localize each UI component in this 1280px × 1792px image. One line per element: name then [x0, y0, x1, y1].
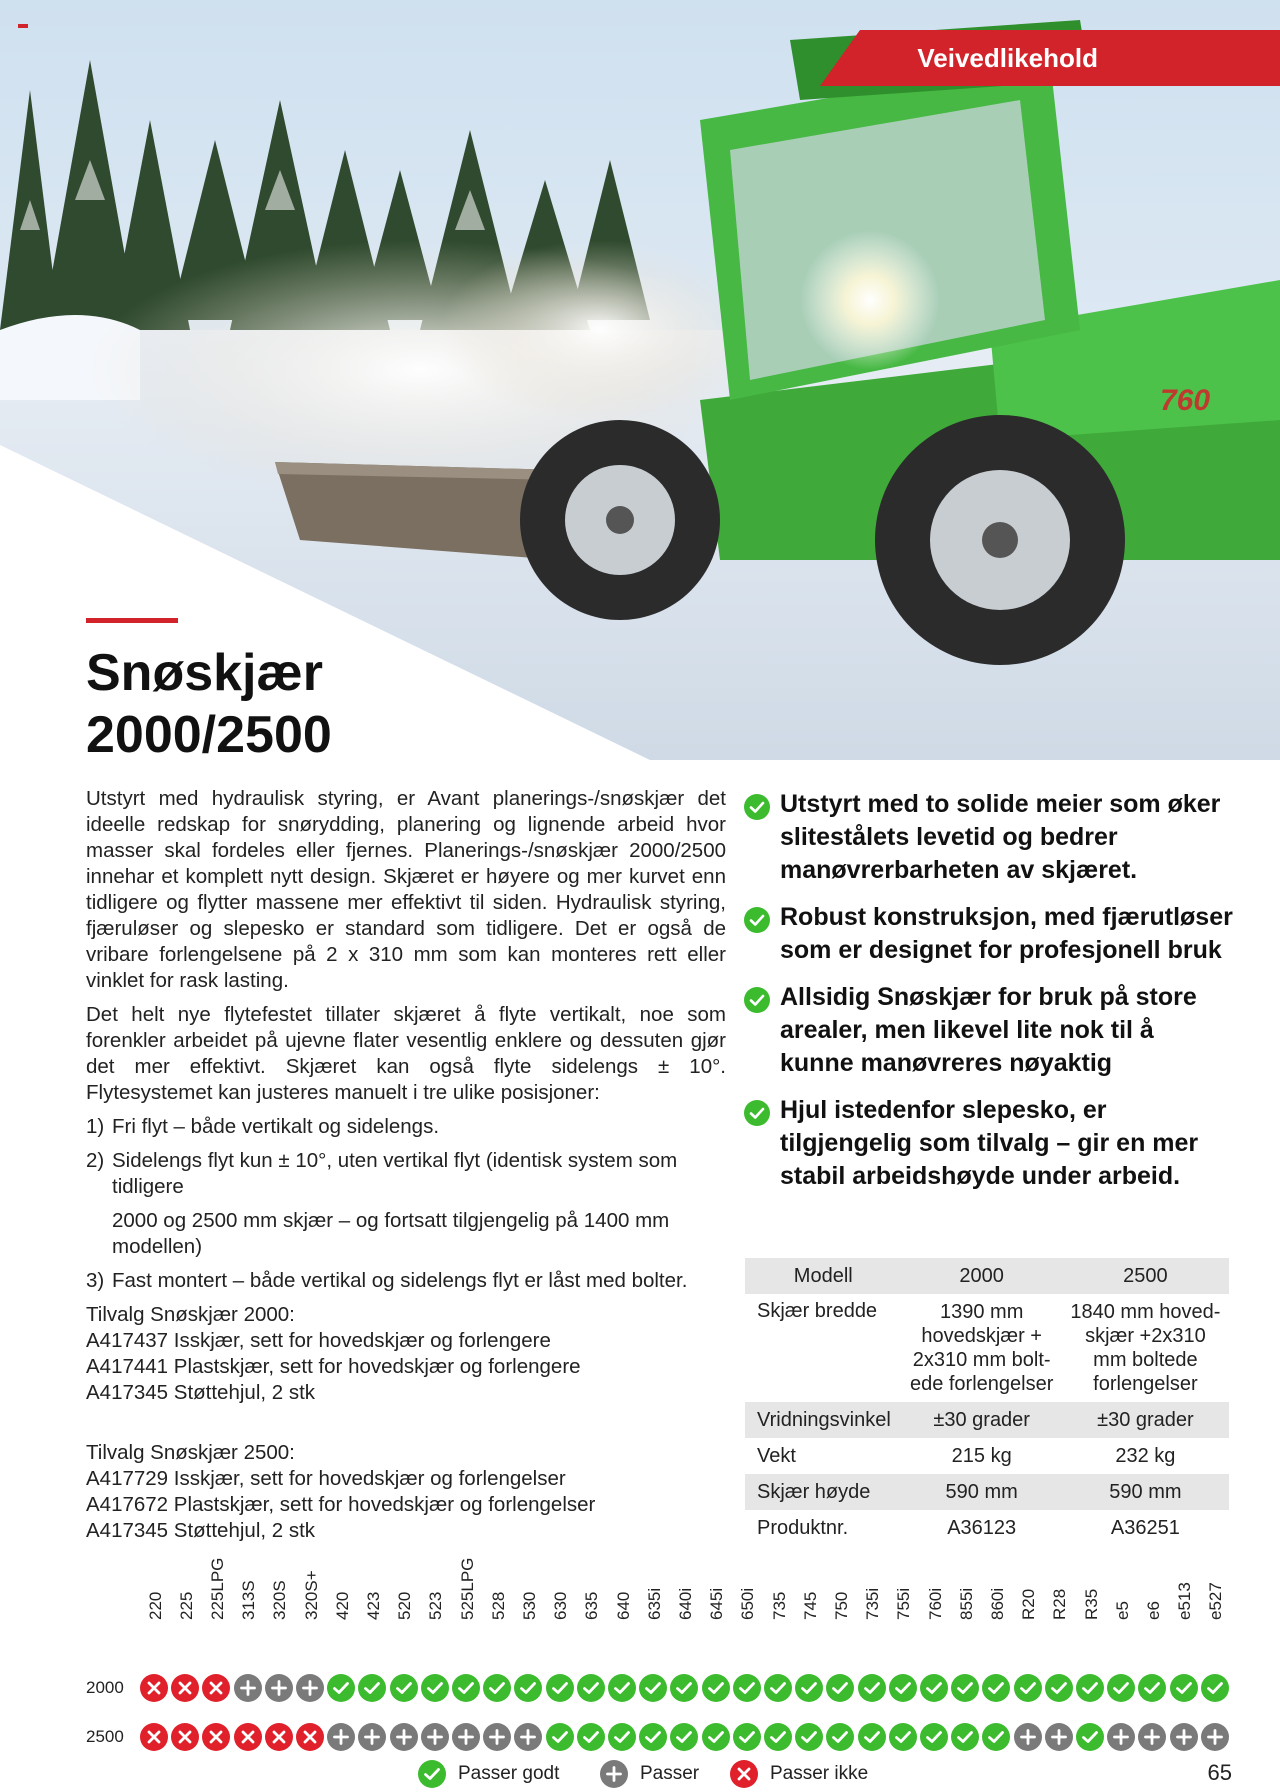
model-label-text: 423	[363, 1591, 383, 1620]
option-item: A417437 Isskjær, sett for hovedskjær og forlengere	[86, 1329, 551, 1352]
options-heading: Tilvalg Snøskjær 2500:	[86, 1441, 295, 1464]
feature-item	[744, 1094, 1234, 1193]
model-label-text: 523	[426, 1591, 446, 1620]
model-label-text: 225LPG	[207, 1557, 227, 1620]
model-label	[202, 1557, 233, 1640]
model-label-text: 320S+	[301, 1570, 321, 1620]
check-circle-icon	[889, 1723, 917, 1751]
check-circle-icon	[1138, 1674, 1166, 1702]
model-label-text: 750	[831, 1591, 851, 1620]
check-circle-icon	[418, 1760, 446, 1788]
check-circle-icon	[889, 1674, 917, 1702]
check-circle-icon	[702, 1723, 730, 1751]
model-label-text: 313S	[239, 1580, 259, 1620]
model-label-text: 220	[145, 1591, 165, 1620]
check-circle-icon	[1170, 1674, 1198, 1702]
plus-circle-icon	[327, 1723, 355, 1751]
model-label	[889, 1576, 920, 1640]
list-text: 2000 og 2500 mm skjær – og fortsatt tilgjengelig på 1400 mm modellen)	[112, 1209, 670, 1258]
row-label: Skjær bredde	[757, 1300, 878, 1322]
model-label	[265, 1576, 296, 1640]
model-label	[483, 1576, 514, 1640]
legend-item-no	[730, 1760, 868, 1788]
model-label	[452, 1557, 483, 1640]
check-circle-icon	[920, 1674, 948, 1702]
model-label	[670, 1576, 701, 1640]
table-header-row	[745, 1258, 1229, 1294]
model-label	[1138, 1576, 1169, 1640]
cell-line: skjær +2x310	[1085, 1325, 1206, 1347]
cell-line: forlengelser	[1093, 1373, 1198, 1395]
model-label-text: 640i	[675, 1587, 695, 1620]
plus-circle-icon	[514, 1723, 542, 1751]
model-label	[764, 1576, 795, 1640]
check-circle-icon	[951, 1723, 979, 1751]
svg-text:760: 760	[1160, 384, 1211, 417]
check-circle-icon	[795, 1723, 823, 1751]
model-label-text: R20	[1019, 1588, 1039, 1620]
feature-text: Robust konstruksjon, med fjærutløser som er designet for profesjonell bruk	[780, 903, 1233, 964]
cross-circle-icon	[202, 1674, 230, 1702]
check-circle-icon	[1076, 1723, 1104, 1751]
model-label	[702, 1576, 733, 1640]
plus-circle-icon	[358, 1723, 386, 1751]
check-circle-icon	[670, 1674, 698, 1702]
list-number	[86, 1208, 112, 1260]
list-number: 1)	[86, 1115, 105, 1138]
list-item	[86, 1268, 726, 1294]
cross-circle-icon	[140, 1723, 168, 1751]
cross-circle-icon	[140, 1674, 168, 1702]
check-circle-icon	[702, 1674, 730, 1702]
check-circle-icon	[608, 1674, 636, 1702]
check-circle-icon	[920, 1723, 948, 1751]
cross-circle-icon	[730, 1760, 758, 1788]
plus-circle-icon	[265, 1674, 293, 1702]
check-circle-icon	[733, 1723, 761, 1751]
row-label: Skjær høyde	[757, 1480, 871, 1503]
row-label: Produktnr.	[757, 1516, 849, 1539]
model-label-text: 635	[582, 1591, 602, 1620]
page-title	[86, 642, 332, 766]
table-row	[745, 1510, 1229, 1546]
model-label	[140, 1576, 171, 1640]
cross-circle-icon	[202, 1723, 230, 1751]
check-circle-icon	[483, 1674, 511, 1702]
check-circle-icon	[744, 794, 770, 820]
feature-list	[744, 788, 1234, 1207]
model-label	[171, 1576, 202, 1640]
model-label-text: 860i	[987, 1587, 1007, 1620]
check-circle-icon	[858, 1723, 886, 1751]
legend-label: Passer godt	[458, 1763, 560, 1784]
title-line-2: 2000/2500	[86, 706, 332, 764]
model-label-text: 735	[769, 1591, 789, 1620]
model-label-text: 760i	[925, 1587, 945, 1620]
list-text: Sidelengs flyt kun ± 10°, uten vertikal flyt (identisk system som tidligere	[112, 1149, 678, 1198]
feature-item	[744, 901, 1234, 967]
cell-2000: A36123	[947, 1517, 1017, 1539]
model-label	[577, 1576, 608, 1640]
cell-line: 1840 mm hoved-	[1070, 1301, 1221, 1323]
feature-item	[744, 788, 1234, 887]
model-label-text: 630	[551, 1591, 571, 1620]
table-header: 2500	[1123, 1264, 1168, 1287]
table-row	[745, 1402, 1229, 1438]
options-heading: Tilvalg Snøskjær 2000:	[86, 1303, 295, 1326]
check-circle-icon	[744, 987, 770, 1013]
check-circle-icon	[795, 1674, 823, 1702]
body-text	[86, 786, 726, 1544]
legend-item-ok	[418, 1760, 559, 1788]
model-label	[514, 1576, 545, 1640]
model-label	[546, 1576, 577, 1640]
option-item: A417345 Støttehjul, 2 stk	[86, 1519, 316, 1542]
model-label	[858, 1576, 889, 1640]
cell-line: mm boltede	[1093, 1349, 1198, 1371]
check-circle-icon	[577, 1674, 605, 1702]
model-label	[327, 1576, 358, 1640]
cell-2500: 232 kg	[1115, 1445, 1176, 1467]
cell-2500: 590 mm	[1109, 1481, 1182, 1503]
model-label	[1107, 1576, 1138, 1640]
cell-2500	[1062, 1294, 1229, 1402]
cross-circle-icon	[171, 1674, 199, 1702]
table-header: Modell	[793, 1264, 853, 1287]
check-circle-icon	[764, 1674, 792, 1702]
plus-circle-icon	[1107, 1723, 1135, 1751]
model-label-text: e527	[1206, 1582, 1226, 1620]
option-item: A417729 Isskjær, sett for hovedskjær og forlengelser	[86, 1467, 566, 1490]
check-circle-icon	[421, 1674, 449, 1702]
model-label-text: e5	[1112, 1601, 1132, 1620]
model-label	[826, 1576, 857, 1640]
check-circle-icon	[744, 907, 770, 933]
plus-circle-icon	[234, 1674, 262, 1702]
model-label	[951, 1576, 982, 1640]
option-item: A417345 Støttehjul, 2 stk	[86, 1381, 316, 1404]
list-item	[86, 1148, 726, 1200]
check-circle-icon	[1045, 1674, 1073, 1702]
options-2500	[86, 1440, 726, 1544]
cell-line: hovedskjær +	[921, 1325, 1042, 1347]
cell-2500: ±30 grader	[1097, 1409, 1194, 1431]
page-number: 65	[1207, 1760, 1232, 1785]
cell-line: 2x310 mm bolt-	[912, 1349, 1051, 1371]
banner-label: Veivedlikehold	[917, 43, 1098, 73]
table-header: 2000	[959, 1264, 1004, 1287]
model-label-text: 528	[488, 1591, 508, 1620]
table-row	[745, 1294, 1229, 1402]
model-label-text: R35	[1081, 1588, 1101, 1620]
model-label-text: e6	[1143, 1601, 1163, 1620]
check-circle-icon	[1107, 1674, 1135, 1702]
plus-circle-icon	[1170, 1723, 1198, 1751]
cross-circle-icon	[296, 1723, 324, 1751]
model-label-text: 530	[519, 1591, 539, 1620]
model-label-text: 640	[613, 1591, 633, 1620]
check-circle-icon	[327, 1674, 355, 1702]
model-label-text: 645i	[707, 1587, 727, 1620]
plus-circle-icon	[296, 1674, 324, 1702]
model-label-text: 855i	[956, 1587, 976, 1620]
check-circle-icon	[1014, 1674, 1042, 1702]
model-label-text: e513	[1175, 1582, 1195, 1620]
check-circle-icon	[733, 1674, 761, 1702]
model-label	[795, 1576, 826, 1640]
compat-row-label: 2000	[86, 1678, 124, 1697]
plus-circle-icon	[390, 1723, 418, 1751]
table-row	[745, 1438, 1229, 1474]
model-label-text: 650i	[738, 1587, 758, 1620]
model-label	[639, 1576, 670, 1640]
model-label	[1201, 1576, 1232, 1640]
check-circle-icon	[546, 1674, 574, 1702]
list-number: 2)	[86, 1149, 105, 1172]
model-label-text: 525LPG	[457, 1557, 477, 1620]
model-label-text: R28	[1050, 1588, 1070, 1620]
cross-circle-icon	[171, 1723, 199, 1751]
spec-table	[745, 1258, 1229, 1546]
plus-circle-icon	[421, 1723, 449, 1751]
model-label	[390, 1576, 421, 1640]
check-circle-icon	[514, 1674, 542, 1702]
table-row	[745, 1474, 1229, 1510]
list-number: 3)	[86, 1269, 105, 1292]
check-circle-icon	[670, 1723, 698, 1751]
list-text: Fast montert – både vertikal og sidelengs flyt er låst med bolter.	[112, 1269, 688, 1292]
cell-2500: A36251	[1110, 1517, 1180, 1539]
model-label	[234, 1576, 265, 1640]
check-circle-icon	[982, 1674, 1010, 1702]
check-circle-icon	[951, 1674, 979, 1702]
options-2000	[86, 1302, 726, 1406]
section-banner	[820, 30, 1280, 86]
feature-text: Allsidig Snøskjær for bruk på store arealer, men likevel lite nok til å kunne manøvreres nøyaktig	[780, 983, 1197, 1077]
model-label	[1014, 1576, 1045, 1640]
model-label-text: 520	[395, 1591, 415, 1620]
cell-2000	[902, 1294, 1062, 1402]
option-item: A417672 Plastskjær, sett for hovedskjær og forlengelser	[86, 1493, 596, 1516]
model-label-text: 320S	[270, 1580, 290, 1620]
plus-circle-icon	[452, 1723, 480, 1751]
plus-circle-icon	[1138, 1723, 1166, 1751]
title-accent-rule	[86, 618, 178, 623]
row-label: Vridningsvinkel	[757, 1408, 891, 1431]
feature-text: Hjul istedenfor slepesko, er tilgjengelig som tilvalg – gir en mer stabil arbeidshøyde under arbeid.	[780, 1096, 1199, 1190]
check-circle-icon	[1076, 1674, 1104, 1702]
cell-2000: ±30 grader	[933, 1409, 1030, 1431]
model-label	[982, 1576, 1013, 1640]
list-text: Fri flyt – både vertikalt og sidelengs.	[112, 1115, 440, 1138]
model-label	[920, 1576, 951, 1640]
check-circle-icon	[390, 1674, 418, 1702]
cell-line: 1390 mm	[939, 1301, 1024, 1323]
check-circle-icon	[546, 1723, 574, 1751]
check-circle-icon	[858, 1674, 886, 1702]
compat-row-label: 2500	[86, 1727, 124, 1746]
check-circle-icon	[744, 1100, 770, 1126]
check-circle-icon	[639, 1723, 667, 1751]
model-label	[421, 1576, 452, 1640]
model-label-text: 635i	[644, 1587, 664, 1620]
cell-2000: 215 kg	[951, 1445, 1012, 1467]
check-circle-icon	[452, 1674, 480, 1702]
model-label	[1076, 1576, 1107, 1640]
model-label-text: 225	[176, 1591, 196, 1620]
flag-mark	[18, 24, 28, 28]
cross-circle-icon	[265, 1723, 293, 1751]
plus-circle-icon	[1014, 1723, 1042, 1751]
model-label	[296, 1570, 327, 1640]
cell-2000: 590 mm	[945, 1481, 1018, 1503]
intro-paragraph: Utstyrt med hydraulisk styring, er Avant planerings-/snøskjær det ideelle redskap for snørydding, planering og lignende arbeid hvor masser skal fordeles eller fjernes. Planerings-/snøskjær 2000/2500 innehar et komplett nytt design. Skjæret er høyere og mer kurvet enn tidligere og flytter massene mer effektivt til siden. Hydraulisk styring, fjæruløser og slepesko er standard som tidligere. Det er også de vribare forlengelsene på 2 x 310 mm som kan monteres rett eller vinklet for rask lasting.	[86, 787, 726, 992]
legend-item-plus	[600, 1760, 699, 1788]
row-label: Vekt	[757, 1444, 796, 1467]
feature-item	[744, 981, 1234, 1080]
title-line-1: Snøskjær	[86, 644, 323, 702]
model-label-text: 735i	[863, 1587, 883, 1620]
float-paragraph: Det helt nye flytefestet tillater skjæret å flyte vertikalt, noe som forenkler arbeidet på ujevne flater vesentlig enklere og dessuten gjør det mer effektivt. Skjæret kan også flyte sidelengs ± 10°. Flytesystemet kan justeres manuelt i tre ulike posisjoner:	[86, 1003, 726, 1104]
model-label-text: 420	[332, 1591, 352, 1620]
model-label-text: 755i	[894, 1587, 914, 1620]
check-circle-icon	[608, 1723, 636, 1751]
plus-circle-icon	[1045, 1723, 1073, 1751]
option-item: A417441 Plastskjær, sett for hovedskjær og forlengere	[86, 1355, 581, 1378]
plus-circle-icon	[600, 1760, 628, 1788]
legend-label: Passer ikke	[770, 1763, 869, 1784]
check-circle-icon	[982, 1723, 1010, 1751]
plus-circle-icon	[483, 1723, 511, 1751]
model-label	[733, 1576, 764, 1640]
model-label	[608, 1576, 639, 1640]
list-item	[86, 1114, 726, 1140]
cross-circle-icon	[234, 1723, 262, 1751]
legend-label: Passer	[640, 1763, 700, 1784]
feature-text: Utstyrt med to solide meier som øker slitestålets levetid og bedrer manøvrerbarheten av skjæret.	[780, 790, 1221, 884]
check-circle-icon	[639, 1674, 667, 1702]
model-label	[1170, 1576, 1201, 1640]
cell-line: ede forlengelser	[909, 1373, 1054, 1395]
model-label-text: 745	[800, 1591, 820, 1620]
check-circle-icon	[1201, 1674, 1229, 1702]
check-circle-icon	[358, 1674, 386, 1702]
check-circle-icon	[826, 1674, 854, 1702]
check-circle-icon	[764, 1723, 792, 1751]
plus-circle-icon	[1201, 1723, 1229, 1751]
check-circle-icon	[577, 1723, 605, 1751]
list-item	[86, 1208, 726, 1260]
model-label	[1045, 1576, 1076, 1640]
model-label	[358, 1576, 389, 1640]
check-circle-icon	[826, 1723, 854, 1751]
